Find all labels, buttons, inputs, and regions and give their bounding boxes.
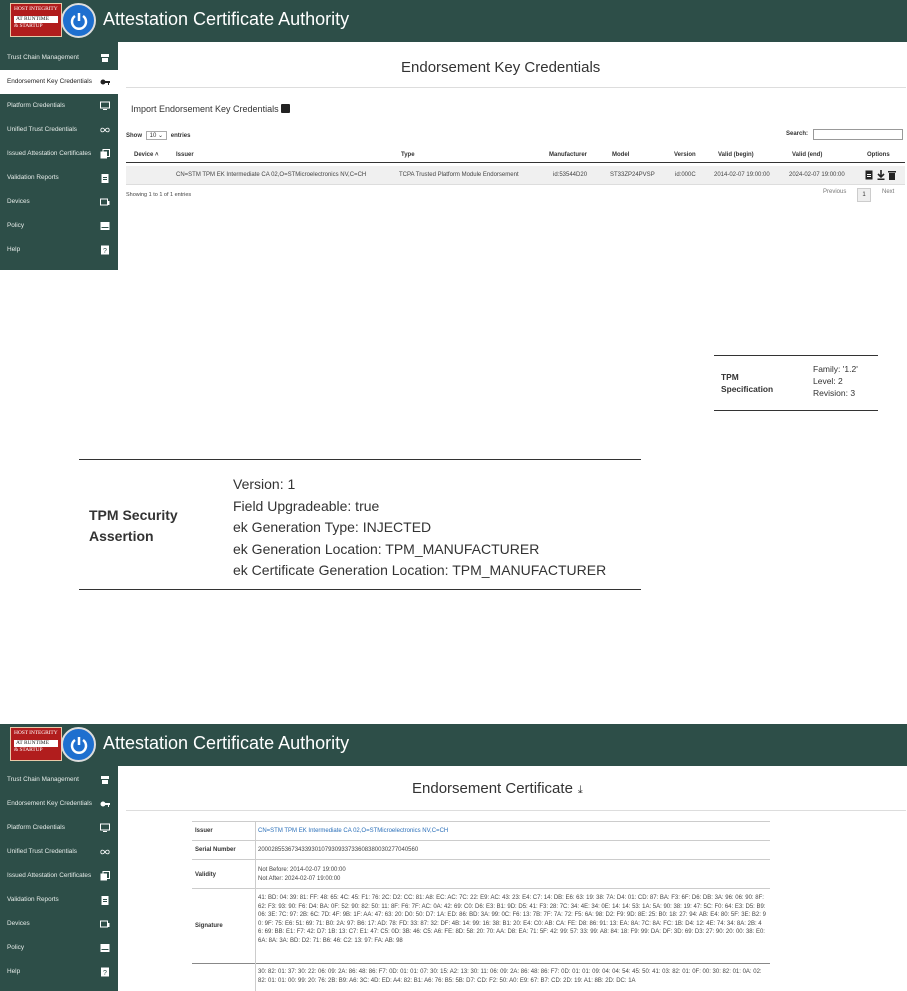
previous-button[interactable]: Previous	[823, 189, 847, 195]
stack-icon	[100, 871, 110, 881]
policy-icon	[100, 943, 110, 953]
tpm-assertion-label: TPM Security Assertion	[89, 507, 178, 544]
sidebar-item-label: Policy	[7, 222, 25, 229]
col-valid-begin[interactable]: Valid (begin)	[718, 152, 754, 158]
sidebar-item-platform-credentials[interactable]	[0, 94, 118, 118]
host-integrity-logo	[10, 3, 62, 37]
sidebar-item-label: Issued Attestation Certificates	[7, 872, 92, 879]
sidebar-item-label: Trust Chain Management	[7, 776, 79, 783]
power-icon	[61, 727, 96, 762]
tpm-specification-box	[714, 355, 878, 411]
assertion-ek-gen-type: ek Generation Type: INJECTED	[233, 519, 432, 535]
import-ek-button[interactable]	[131, 104, 290, 114]
devices-icon	[100, 919, 110, 929]
col-manufacturer[interactable]: Manufacturer	[549, 152, 588, 158]
page-length-value: 10	[149, 133, 157, 139]
sidebar-item-issued-certs[interactable]	[0, 142, 118, 166]
signature-value: 41: BD: 04: 39: 81: FF: 48: 65: 4C: 45: F1: 76: 2C: D2: CC: 81: A8: EC: AC: 7C: 22: E9: AC: 43: 23: E4: C7: 14: DB: E6: 63: 19: 38: 7A: D4: 01: CD: 87: BA: F3: 6F: D6: DB: 3A: 96: 06: 90: 8F: 62: F3: 93: 90: F6: D4: BA: 0F: 52: 90: 82: 50: 11: 8F: F6: 7F: AC: 0A: 42: 69: C0: D6: E3: B1: 9D: D5: 41: F3: 28: 7C: 34: 4E: 34: 0E: 14: 14: 53: 1A: 5A: 90: 38: 19: 47: 5C: F0: 64: E3: D5: B9: 06: 3E: 7C: 97: 2B: 6C: 7D: 4F: 9B: 1F: AA: 47: 63: 20: D0: 50: D7: 1A: ED: 86: BD: 3A: 99: 0C: F6: 13: 7B: 7F: 7A: 72: F5: 6A: 98: D2: F9: 9D: 8E: 25: B0: 18: 27: 94: AB: E4: 80: 5F: 3E: B2: 90: 9F: 75: E6: 51: 69: 71: B0: 2A: 97: B6: 17: AD: 78: FD: 33: 87: 32: DF: 4B: 14: 99: 16: 38: B1: 20: E4: C0: AB: CA: FE: D8: 86: 91: 13: EA: 8A: 7C: 8A: FC: 1B: D4: 12: 4E: 74: 34: 8A: 2B: 46: 69: BB: E1: F7: 42: D7: 1B: 13: C7: E1: 47: C5: 0D: 3B: 46: C5: A6: FE: 8D: 58: 20: 70: AA: D8: EA: 71: 5F: 42: 99: 57: 33: 99: A8: 84: 18: F9: 99: DA: DF: 3D: 69: D3: 27: 90: 20: 00: 38: E0: 6A: 8A: 3A: BD: D2: 71: B6: 46: C2: 13: 97: FA: AB: 98	[258, 895, 766, 944]
assertion-ek-cert-gen-location: ek Certificate Generation Location: TPM_MANUFACTURER	[233, 562, 607, 578]
sidebar-item-label: Platform Credentials	[7, 102, 65, 109]
cert-row-validity	[192, 859, 770, 888]
sidebar-item-label: Unified Trust Credentials	[7, 126, 77, 133]
sidebar-item-label: Help	[7, 246, 21, 253]
search-label: Search:	[786, 131, 809, 137]
policy-icon	[100, 221, 110, 231]
assertion-ek-gen-location: ek Generation Location: TPM_MANUFACTURER	[233, 540, 540, 557]
sidebar-item-help[interactable]	[0, 960, 118, 984]
page-title: Endorsement Key Credentials	[401, 59, 601, 76]
app-title: Attestation Certificate Authority	[103, 9, 350, 29]
sidebar-item-label: Platform Credentials	[7, 824, 65, 831]
cert-row-serial	[192, 840, 770, 859]
upload-icon	[281, 104, 290, 113]
signature-key: Signature	[195, 923, 223, 929]
sidebar-item-trust-chain[interactable]	[0, 768, 118, 792]
sidebar-item-devices[interactable]	[0, 190, 118, 214]
infinity-icon	[100, 125, 110, 135]
serial-value: 20002855367343393010793093373360838003027704056​0	[258, 847, 419, 853]
sidebar-item-label: Trust Chain Management	[7, 54, 79, 61]
cell-type: TCPA Trusted Platform Module Endorsement	[399, 172, 519, 178]
sidebar-item-label: Policy	[7, 944, 25, 951]
page-length-control	[126, 131, 190, 140]
sidebar-item-label: Devices	[7, 198, 30, 205]
app-title: Attestation Certificate Authority	[103, 733, 350, 753]
col-issuer[interactable]: Issuer	[176, 152, 194, 158]
clipboard-icon	[100, 173, 110, 183]
monitor-icon	[100, 101, 110, 111]
col-valid-end[interactable]: Valid (end)	[792, 152, 823, 158]
sidebar-item-platform-credentials[interactable]	[0, 816, 118, 840]
col-type[interactable]: Type	[401, 152, 415, 158]
col-model[interactable]: Model	[612, 152, 630, 158]
table-header-divider	[126, 162, 905, 163]
import-label: Import Endorsement Key Credentials	[131, 104, 279, 114]
sidebar-item-policy[interactable]	[0, 936, 118, 960]
svg-text:?: ?	[103, 248, 107, 255]
cell-manufacturer: id:53544D20	[553, 172, 588, 178]
sidebar-item-label: Endorsement Key Credentials	[7, 800, 92, 807]
search-control	[786, 131, 808, 137]
not-before: Not Before: 2014-02-07 19:00:00	[258, 867, 346, 873]
cert-page-title	[412, 780, 583, 797]
cert-row-signature	[192, 888, 770, 963]
app-header-2	[0, 724, 907, 766]
divider	[126, 810, 906, 811]
tpm-spec-family: Family: '1.2'	[813, 364, 858, 374]
search-input[interactable]	[813, 129, 903, 140]
sidebar-2	[0, 766, 118, 991]
entries-label: entries	[170, 133, 191, 139]
sidebar-item-devices[interactable]	[0, 912, 118, 936]
assertion-field-upgradeable: Field Upgradeable: true	[233, 497, 380, 514]
divider	[126, 87, 906, 88]
svg-text:?: ?	[103, 970, 107, 977]
col-version[interactable]: Version	[674, 152, 696, 158]
serial-key: Serial Number	[195, 847, 236, 853]
cert-row-key	[192, 963, 770, 991]
tpm-spec-values	[813, 363, 858, 399]
issuer-key: Issuer	[195, 828, 213, 834]
tpm-spec-level: Level: 2	[813, 376, 843, 386]
sidebar-item-label: Unified Trust Credentials	[7, 848, 77, 855]
sidebar	[0, 42, 118, 270]
sidebar-item-unified-trust[interactable]	[0, 118, 118, 142]
sidebar-item-label: Help	[7, 968, 21, 975]
show-label: Show	[126, 133, 142, 139]
sidebar-item-issued-certs[interactable]	[0, 864, 118, 888]
infinity-icon	[100, 847, 110, 857]
sidebar-item-validation-reports[interactable]	[0, 888, 118, 912]
tpm-assertion-values	[233, 474, 606, 582]
logo-text-1: HOST INTEGRITY	[14, 730, 58, 736]
validity-key: Validity	[195, 872, 217, 878]
sidebar-item-help[interactable]	[0, 238, 118, 262]
key-icon	[100, 799, 110, 809]
key-icon	[100, 77, 110, 87]
sidebar-item-label: Validation Reports	[7, 174, 59, 181]
col-header-label: Device	[134, 152, 154, 158]
issuer-link[interactable]: CN=STM TPM EK Intermediate CA 02,O=STMicroelectronics NV,C=CH	[258, 828, 449, 834]
clipboard-icon	[100, 895, 110, 905]
cell-valid-end: 2024-02-07 19:00:00	[789, 172, 845, 178]
monitor-icon	[100, 823, 110, 833]
sidebar-item-unified-trust[interactable]	[0, 840, 118, 864]
cell-issuer: CN=STM TPM EK Intermediate CA 02,O=STMicroelectronics NV,C=CH	[176, 172, 367, 178]
app-header	[0, 0, 907, 42]
sidebar-item-ek-credentials[interactable]	[0, 792, 118, 816]
tpm-spec-label: TPM Specification	[721, 372, 774, 394]
devices-icon	[100, 197, 110, 207]
logo-text-3: & STARTUP	[14, 22, 43, 29]
cell-valid-begin: 2014-02-07 19:00:00	[714, 172, 770, 178]
col-device[interactable]: Device ˄	[134, 152, 159, 158]
page-1-button[interactable]: 1	[857, 188, 871, 202]
power-icon	[61, 3, 96, 38]
logo-text-3: & STARTUP	[14, 746, 43, 753]
details-icon[interactable]	[865, 170, 873, 180]
store-icon	[100, 53, 110, 63]
cert-row-issuer	[192, 821, 770, 840]
tpm-spec-revision: Revision: 3	[813, 388, 856, 398]
download-icon[interactable]	[877, 170, 885, 180]
logo-text-2: AT RUNTIME	[14, 740, 58, 747]
col-options: Options	[867, 152, 890, 158]
next-button[interactable]: Next	[882, 189, 895, 195]
trash-icon[interactable]	[888, 170, 896, 180]
page-length-select[interactable]: 10 ⌄	[146, 131, 167, 140]
sidebar-item-label: Validation Reports	[7, 896, 59, 903]
table-info: Showing 1 to 1 of 1 entries	[126, 192, 192, 198]
sidebar-item-label: Endorsement Key Credentials	[7, 78, 92, 85]
cert-title-text: Endorsement Certificate	[412, 780, 573, 797]
cert-column-divider	[255, 821, 256, 991]
stack-icon	[100, 149, 110, 159]
help-icon	[100, 245, 110, 255]
tpm-security-assertion-box	[79, 459, 641, 590]
help-icon	[100, 967, 110, 977]
sidebar-item-label: Devices	[7, 920, 30, 927]
assertion-version: Version: 1	[233, 476, 296, 492]
cell-version: id:000C	[675, 172, 696, 178]
download-icon[interactable]: ⤓	[577, 784, 583, 796]
store-icon	[100, 775, 110, 785]
sidebar-item-label: Issued Attestation Certificates	[7, 150, 92, 157]
sidebar-item-trust-chain[interactable]	[0, 46, 118, 70]
cell-model: ST33ZP24PVSP	[610, 172, 655, 178]
logo-text-2: AT RUNTIME	[14, 16, 58, 23]
validity-value	[258, 866, 766, 883]
sidebar-item-ek-credentials[interactable]	[0, 70, 118, 94]
not-after: Not After: 2024-02-07 19:00:00	[258, 875, 341, 882]
logo-text-1: HOST INTEGRITY	[14, 6, 58, 12]
sidebar-item-policy[interactable]	[0, 214, 118, 238]
host-integrity-logo	[10, 727, 62, 761]
sidebar-item-validation-reports[interactable]	[0, 166, 118, 190]
key-value: 30: 82: 01: 37: 30: 22: 06: 09: 2A: 86: 48: 86: F7: 0D: 01: 01: 07: 30: 15: A2: 13: 30: 11: 06: 09: 2A: 86: 48: 86: F7: 0D: 01: 01: 09: 04: 04: 54: 45: 50: 41: 03: 82: 01: 0F: 00: 30: 82: 01: 0A: 02: 82: 01: 01: 00: 99: 20: 76: 2B: B9: A6: 3C: 4D: ED: A4: 82: B1: A6: 76: B5: 5B: D7: CD: F2: 50: A0: E9: 67: B7: CD: 2D: 19: A1: 8B: 2D: DC: 1A	[258, 969, 762, 984]
